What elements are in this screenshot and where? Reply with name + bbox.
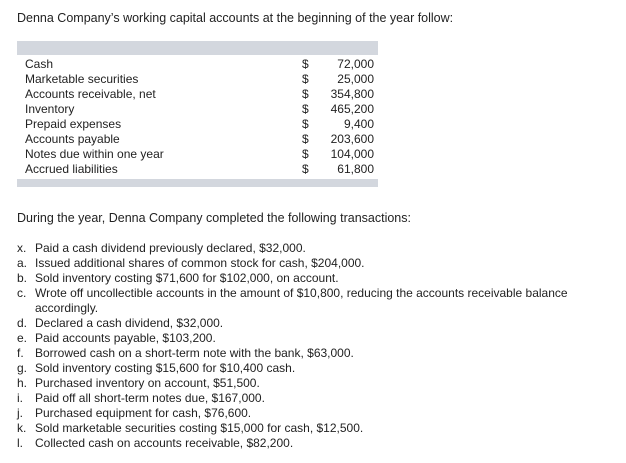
transaction-item [17,361,622,376]
currency-symbol: $ [302,132,309,146]
transaction-text: Purchased equipment for cash, $76,600. [35,406,252,420]
transaction-text: Sold marketable securities costing $15,000 for cash, $12,500. [35,421,364,435]
account-label: Notes due within one year [25,147,164,161]
accounts-rows [17,55,378,179]
transaction-item [17,376,622,391]
account-label: Accrued liabilities [25,162,118,176]
transaction-key: h. [17,376,28,390]
transaction-item [17,406,622,421]
account-row [25,117,378,132]
transaction-item [17,286,622,316]
transaction-key: a. [17,256,28,270]
transaction-key: c. [17,286,27,300]
transactions-list [17,241,622,451]
transaction-key: l. [17,436,23,450]
account-row [25,147,378,162]
account-row [25,132,378,147]
transaction-key: j. [17,406,23,420]
account-amount: 354,800 [330,87,374,101]
transaction-text: Issued additional shares of common stock for cash, $204,000. [35,256,365,270]
currency-symbol: $ [302,87,309,101]
account-label: Inventory [25,102,75,116]
transaction-item [17,271,622,286]
account-label: Prepaid expenses [25,117,122,131]
intro-text: Denna Company’s working capital accounts at the beginning of the year follow: [17,11,454,25]
account-label: Cash [25,57,54,71]
currency-symbol: $ [302,57,309,71]
transaction-item [17,331,622,346]
account-amount: 61,800 [337,162,374,176]
currency-symbol: $ [302,72,309,86]
transaction-item [17,256,622,271]
account-row [25,72,378,87]
transaction-text: Paid a cash dividend previously declared, $32,000. [35,241,306,255]
transaction-key: b. [17,271,28,285]
transaction-key: k. [17,421,27,435]
account-amount: 25,000 [337,72,374,86]
account-amount: 203,600 [330,132,374,146]
transaction-text: Paid accounts payable, $103,200. [35,331,216,345]
account-label: Marketable securities [25,72,139,86]
transaction-key: i. [17,391,23,405]
transaction-text: Sold inventory costing $71,600 for $102,000, on account. [35,271,339,285]
transaction-key: d. [17,316,28,330]
transaction-text: Paid off all short-term notes due, $167,000. [35,391,265,405]
account-amount: 465,200 [330,102,374,116]
account-amount: 104,000 [330,147,374,161]
transaction-item [17,241,622,256]
table-footer-band [17,179,378,187]
transaction-key: f. [17,346,24,360]
transaction-item [17,316,622,331]
transaction-item [17,436,622,451]
account-label: Accounts payable [25,132,120,146]
transaction-item [17,346,622,361]
account-label: Accounts receivable, net [25,87,156,101]
table-header-band [17,41,378,55]
transaction-key: e. [17,331,28,345]
transaction-text: Wrote off uncollectible accounts in the amount of $10,800, reducing the accounts receivable balance accordingly. [35,286,568,315]
account-amount: 9,400 [343,117,374,131]
transaction-text: Collected cash on accounts receivable, $82,200. [35,436,294,450]
account-row [25,87,378,102]
transaction-key: x. [17,241,27,255]
currency-symbol: $ [302,162,309,176]
account-row [25,102,378,117]
transaction-item [17,391,622,406]
currency-symbol: $ [302,147,309,161]
transaction-key: g. [17,361,28,375]
transaction-text: Declared a cash dividend, $32,000. [35,316,224,330]
transaction-item [17,421,622,436]
accounts-table [17,41,378,187]
transaction-text: Sold inventory costing $15,600 for $10,400 cash. [35,361,296,375]
transactions-intro: During the year, Denna Company completed the following transactions: [17,211,411,225]
transaction-text: Purchased inventory on account, $51,500. [35,376,260,390]
currency-symbol: $ [302,117,309,131]
account-amount: 72,000 [337,57,374,71]
currency-symbol: $ [302,102,309,116]
transaction-text: Borrowed cash on a short-term note with the bank, $63,000. [35,346,354,360]
account-row [25,57,378,72]
account-row [25,162,378,177]
